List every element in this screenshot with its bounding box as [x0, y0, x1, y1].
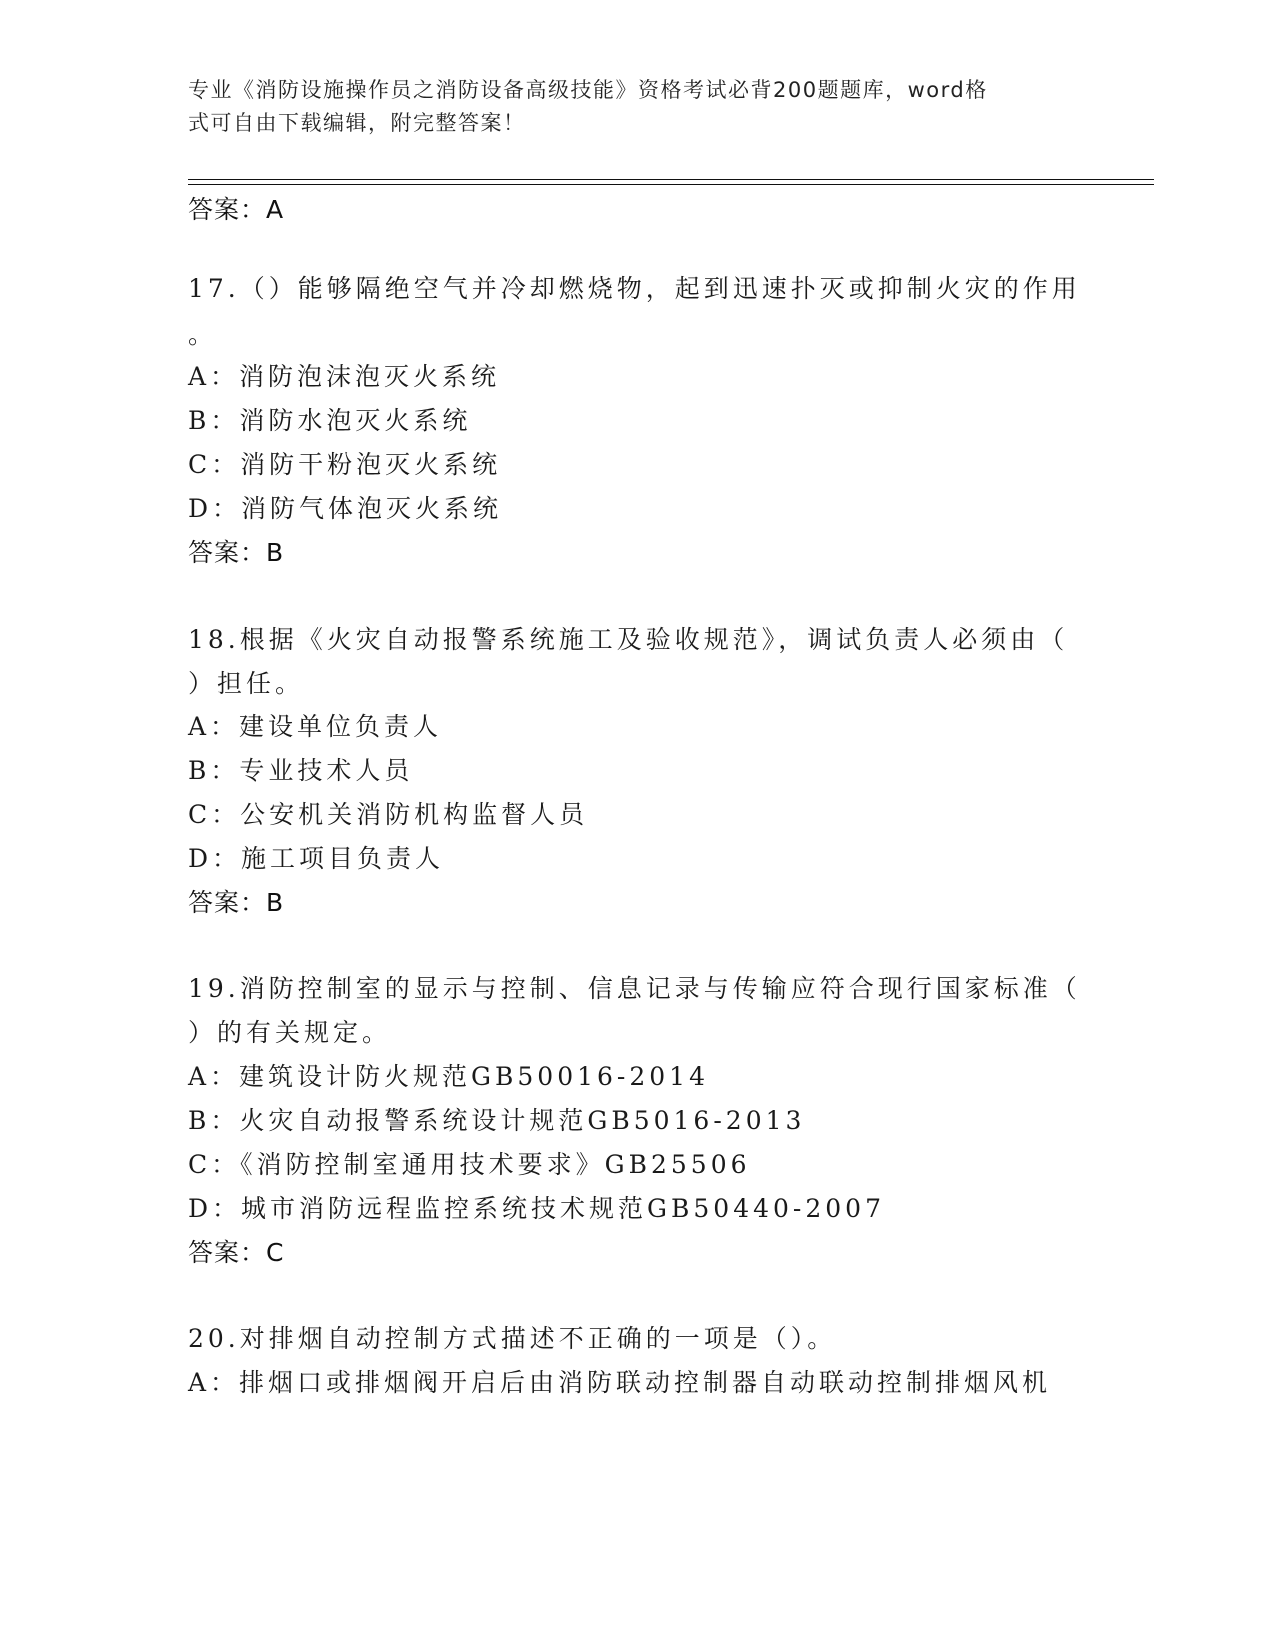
- question-17-option-d: D：消防气体泡灭火系统: [188, 494, 503, 523]
- header-divider-bottom: [188, 184, 1154, 185]
- header-line-1: 专业《消防设施操作员之消防设备高级技能》资格考试必背200题题库，word格: [188, 78, 988, 102]
- answer-16: 答案：A: [188, 195, 285, 224]
- answer-19: 答案：C: [188, 1238, 285, 1267]
- header-divider-top: [188, 179, 1154, 180]
- question-18-stem-1: 18.根据《火灾自动报警系统施工及验收规范》，调试负责人必须由（: [188, 625, 1069, 654]
- question-19-stem-2: ）的有关规定。: [188, 1018, 392, 1047]
- answer-17: 答案：B: [188, 538, 285, 567]
- question-17-stem-2: 。: [188, 320, 218, 349]
- question-19-stem-1: 19.消防控制室的显示与控制、信息记录与传输应符合现行国家标准（: [188, 974, 1081, 1003]
- question-17-option-b: B：消防水泡灭火系统: [188, 406, 472, 435]
- header-line-2: 式可自由下载编辑，附完整答案！: [188, 111, 526, 135]
- question-18-stem-2: ）担任。: [188, 669, 305, 698]
- question-19-option-d: D：城市消防远程监控系统技术规范GB50440-2007: [188, 1194, 885, 1223]
- question-18-option-b: B：专业技术人员: [188, 756, 414, 785]
- question-17-option-a: A：消防泡沫泡灭火系统: [188, 362, 501, 391]
- question-17-stem-1: 17.（）能够隔绝空气并冷却燃烧物，起到迅速扑灭或抑制火灾的作用: [188, 274, 1081, 303]
- question-19-option-c: C：《消防控制室通用技术要求》GB25506: [188, 1150, 751, 1179]
- question-20-option-a: A：排烟口或排烟阀开启后由消防联动控制器自动联动控制排烟风机: [188, 1368, 1052, 1397]
- question-20-stem-1: 20.对排烟自动控制方式描述不正确的一项是（）。: [188, 1324, 837, 1353]
- question-19-option-a: A：建筑设计防火规范GB50016-2014: [188, 1062, 709, 1091]
- document-header: [188, 74, 1088, 140]
- question-18-option-d: D：施工项目负责人: [188, 844, 445, 873]
- answer-18: 答案：B: [188, 888, 285, 917]
- question-18-option-c: C：公安机关消防机构监督人员: [188, 800, 589, 829]
- question-17-option-c: C：消防干粉泡灭火系统: [188, 450, 502, 479]
- question-19-option-b: B：火灾自动报警系统设计规范GB5016-2013: [188, 1106, 806, 1135]
- question-18-option-a: A：建设单位负责人: [188, 712, 443, 741]
